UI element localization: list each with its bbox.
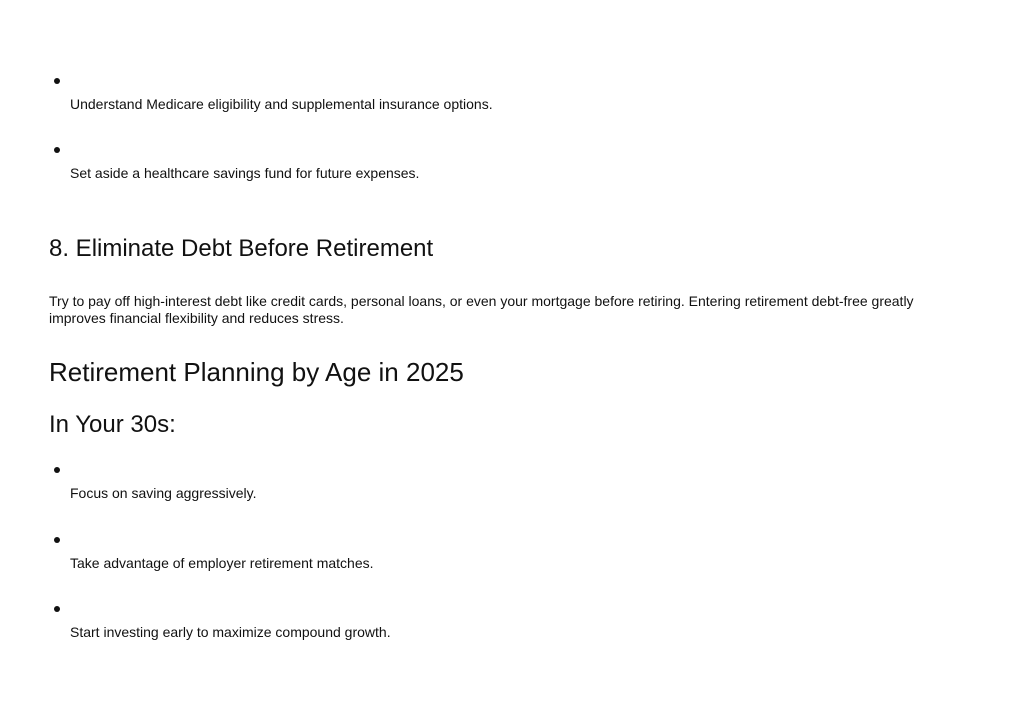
- list-item-text: Set aside a healthcare savings fund for future expenses.: [70, 165, 420, 181]
- list-item-text: Start investing early to maximize compound growth.: [70, 624, 391, 640]
- list-item-text: Take advantage of employer retirement matches.: [70, 555, 374, 571]
- bullet-icon: [54, 467, 60, 473]
- bullet-icon: [54, 537, 60, 543]
- bullet-icon: [54, 606, 60, 612]
- bullet-icon: [54, 78, 60, 84]
- section-heading-debt: 8. Eliminate Debt Before Retirement: [49, 235, 434, 262]
- section-paragraph-debt: Try to pay off high-interest debt like credit cards, personal loans, or even your mortgage before retiring. Entering retirement debt-free greatly improves financial flexibility and reduces stress.: [49, 293, 914, 326]
- list-item-text: Understand Medicare eligibility and supplemental insurance options.: [70, 96, 493, 112]
- subheading-30s: In Your 30s:: [49, 411, 176, 438]
- list-item-text: Focus on saving aggressively.: [70, 485, 257, 501]
- bullet-icon: [54, 147, 60, 153]
- section-heading-by-age: Retirement Planning by Age in 2025: [49, 357, 464, 387]
